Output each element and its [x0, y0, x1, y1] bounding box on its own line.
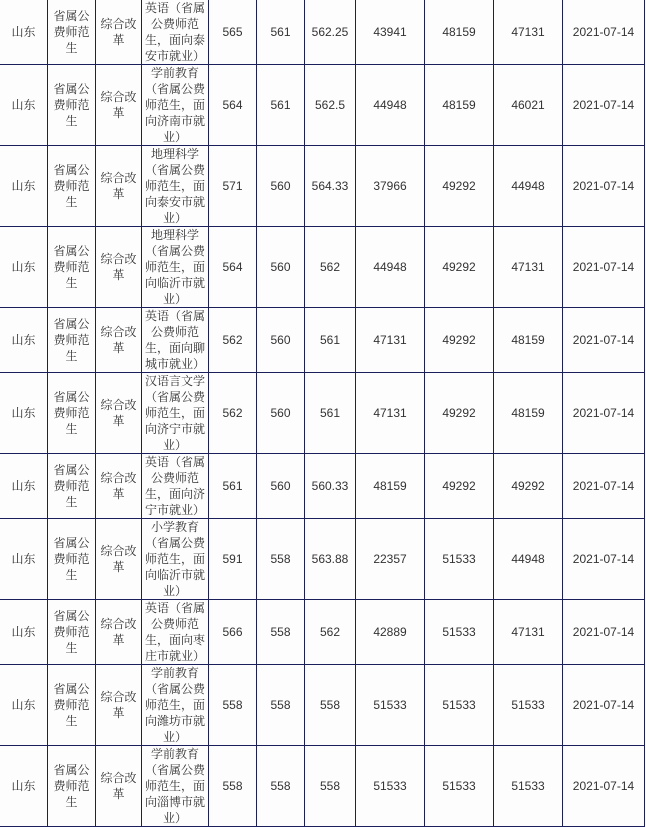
date-cell: 2021-07-14: [563, 373, 645, 454]
major-cell: 学前教育（省属公费师范生，面向潍坊市就业）: [142, 665, 209, 746]
province-cell: 山东: [0, 0, 48, 65]
date-cell: 2021-07-14: [563, 746, 645, 827]
min-rank-cell: 48159: [425, 0, 494, 65]
table-row: [0, 519, 645, 600]
table-row: [0, 600, 645, 665]
table-row: [0, 454, 645, 519]
max-rank-cell: 47131: [356, 373, 425, 454]
max-score-cell: 566: [209, 600, 257, 665]
date-cell: 2021-07-14: [563, 308, 645, 373]
max-score-cell: 558: [209, 665, 257, 746]
table-row: [0, 373, 645, 454]
major-cell: 学前教育（省属公费师范生，面向淄博市就业）: [142, 746, 209, 827]
major-cell: 英语（省属公费师范生，面向聊城市就业）: [142, 308, 209, 373]
max-score-cell: 564: [209, 65, 257, 146]
max-rank-cell: 51533: [356, 746, 425, 827]
batch-cell: 省属公费师范生: [48, 0, 96, 65]
avg-score-cell: 562.25: [305, 0, 356, 65]
province-cell: 山东: [0, 454, 48, 519]
subject-type-cell: 综合改革: [96, 519, 142, 600]
min-score-cell: 558: [257, 600, 305, 665]
major-cell: 英语（省属公费师范生，面向济宁市就业）: [142, 454, 209, 519]
batch-cell: 省属公费师范生: [48, 308, 96, 373]
min-score-cell: 560: [257, 227, 305, 308]
subject-type-cell: 综合改革: [96, 0, 142, 65]
major-cell: 小学教育（省属公费师范生，面向临沂市就业）: [142, 519, 209, 600]
batch-cell: 省属公费师范生: [48, 454, 96, 519]
batch-cell: 省属公费师范生: [48, 227, 96, 308]
min-rank-cell: 51533: [425, 665, 494, 746]
max-score-cell: 561: [209, 454, 257, 519]
province-cell: 山东: [0, 227, 48, 308]
province-cell: 山东: [0, 746, 48, 827]
max-score-cell: 591: [209, 519, 257, 600]
major-cell: 地理科学（省属公费师范生，面向临沂市就业）: [142, 227, 209, 308]
avg-rank-cell: 49292: [494, 454, 563, 519]
date-cell: 2021-07-14: [563, 665, 645, 746]
max-rank-cell: 44948: [356, 65, 425, 146]
province-cell: 山东: [0, 519, 48, 600]
avg-score-cell: 562: [305, 227, 356, 308]
batch-cell: 省属公费师范生: [48, 146, 96, 227]
max-rank-cell: 44948: [356, 227, 425, 308]
date-cell: 2021-07-14: [563, 65, 645, 146]
avg-score-cell: 560.33: [305, 454, 356, 519]
min-score-cell: 560: [257, 146, 305, 227]
province-cell: 山东: [0, 600, 48, 665]
major-cell: 地理科学（省属公费师范生，面向泰安市就业）: [142, 146, 209, 227]
avg-score-cell: 564.33: [305, 146, 356, 227]
subject-type-cell: 综合改革: [96, 146, 142, 227]
subject-type-cell: 综合改革: [96, 227, 142, 308]
min-rank-cell: 49292: [425, 308, 494, 373]
avg-rank-cell: 44948: [494, 146, 563, 227]
date-cell: 2021-07-14: [563, 600, 645, 665]
min-score-cell: 561: [257, 0, 305, 65]
min-rank-cell: 49292: [425, 454, 494, 519]
min-score-cell: 560: [257, 373, 305, 454]
avg-score-cell: 558: [305, 746, 356, 827]
max-rank-cell: 51533: [356, 665, 425, 746]
date-cell: 2021-07-14: [563, 227, 645, 308]
min-score-cell: 560: [257, 454, 305, 519]
min-rank-cell: 49292: [425, 146, 494, 227]
subject-type-cell: 综合改革: [96, 373, 142, 454]
subject-type-cell: 综合改革: [96, 665, 142, 746]
date-cell: 2021-07-14: [563, 146, 645, 227]
min-score-cell: 558: [257, 746, 305, 827]
max-rank-cell: 37966: [356, 146, 425, 227]
subject-type-cell: 综合改革: [96, 308, 142, 373]
min-score-cell: 561: [257, 65, 305, 146]
avg-score-cell: 561: [305, 373, 356, 454]
max-score-cell: 571: [209, 146, 257, 227]
max-rank-cell: 48159: [356, 454, 425, 519]
major-cell: 学前教育（省属公费师范生，面向济南市就业）: [142, 65, 209, 146]
avg-rank-cell: 47131: [494, 600, 563, 665]
batch-cell: 省属公费师范生: [48, 65, 96, 146]
max-rank-cell: 43941: [356, 0, 425, 65]
table-row: [0, 0, 645, 65]
table-row: [0, 308, 645, 373]
min-rank-cell: 49292: [425, 227, 494, 308]
date-cell: 2021-07-14: [563, 0, 645, 65]
province-cell: 山东: [0, 65, 48, 146]
max-score-cell: 565: [209, 0, 257, 65]
avg-score-cell: 563.88: [305, 519, 356, 600]
province-cell: 山东: [0, 665, 48, 746]
max-score-cell: 562: [209, 308, 257, 373]
max-rank-cell: 42889: [356, 600, 425, 665]
max-rank-cell: 47131: [356, 308, 425, 373]
avg-rank-cell: 48159: [494, 308, 563, 373]
table-row: [0, 665, 645, 746]
min-rank-cell: 51533: [425, 600, 494, 665]
avg-score-cell: 562.5: [305, 65, 356, 146]
major-cell: 汉语言文学（省属公费师范生，面向济宁市就业）: [142, 373, 209, 454]
batch-cell: 省属公费师范生: [48, 600, 96, 665]
batch-cell: 省属公费师范生: [48, 373, 96, 454]
table-row: [0, 746, 645, 827]
avg-rank-cell: 51533: [494, 746, 563, 827]
avg-score-cell: 561: [305, 308, 356, 373]
min-rank-cell: 48159: [425, 65, 494, 146]
major-cell: 英语（省属公费师范生，面向枣庄市就业）: [142, 600, 209, 665]
date-cell: 2021-07-14: [563, 519, 645, 600]
avg-rank-cell: 46021: [494, 65, 563, 146]
min-score-cell: 560: [257, 308, 305, 373]
max-rank-cell: 22357: [356, 519, 425, 600]
province-cell: 山东: [0, 308, 48, 373]
max-score-cell: 562: [209, 373, 257, 454]
province-cell: 山东: [0, 373, 48, 454]
subject-type-cell: 综合改革: [96, 65, 142, 146]
max-score-cell: 564: [209, 227, 257, 308]
batch-cell: 省属公费师范生: [48, 519, 96, 600]
subject-type-cell: 综合改革: [96, 600, 142, 665]
min-rank-cell: 51533: [425, 519, 494, 600]
province-cell: 山东: [0, 146, 48, 227]
table-row: [0, 65, 645, 146]
major-cell: 英语（省属公费师范生，面向泰安市就业）: [142, 0, 209, 65]
min-score-cell: 558: [257, 665, 305, 746]
batch-cell: 省属公费师范生: [48, 665, 96, 746]
min-rank-cell: 49292: [425, 373, 494, 454]
avg-rank-cell: 47131: [494, 227, 563, 308]
subject-type-cell: 综合改革: [96, 746, 142, 827]
avg-score-cell: 562: [305, 600, 356, 665]
table-row: [0, 227, 645, 308]
avg-rank-cell: 48159: [494, 373, 563, 454]
avg-rank-cell: 51533: [494, 665, 563, 746]
avg-rank-cell: 47131: [494, 0, 563, 65]
batch-cell: 省属公费师范生: [48, 746, 96, 827]
subject-type-cell: 综合改革: [96, 454, 142, 519]
min-rank-cell: 51533: [425, 746, 494, 827]
table-row: [0, 146, 645, 227]
min-score-cell: 558: [257, 519, 305, 600]
avg-rank-cell: 44948: [494, 519, 563, 600]
date-cell: 2021-07-14: [563, 454, 645, 519]
avg-score-cell: 558: [305, 665, 356, 746]
max-score-cell: 558: [209, 746, 257, 827]
